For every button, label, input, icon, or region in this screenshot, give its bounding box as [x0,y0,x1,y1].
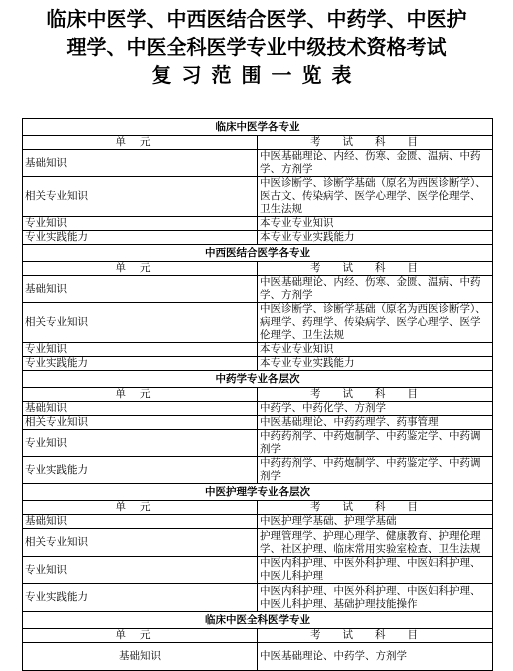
subject-cell: 中医内科护理、中医外科护理、中医妇科护理、中医儿科护理 [258,557,493,584]
table-row [23,430,493,457]
subject-cell: 中医基础理论、中药药理学、药事管理 [258,416,493,430]
doc-title-line-2: 理学、中医全科医学专业中级技术资格考试 [66,35,447,59]
section-title: 临床中医全科医学专业 [23,612,493,629]
subject-cell: 本专业专业实践能力 [258,231,493,245]
table-row [23,529,493,557]
table-row [23,343,493,357]
subject-cell: 中医护理学基础、护理学基础 [258,515,493,529]
subject-cell: 中医诊断学、诊断学基础（原名为西医诊断学）、病理学、药理学、传染病学、医学心理学、医学伦理学、卫生法规 [258,303,493,343]
subject-header: 考试科目 [258,629,493,643]
unit-cell: 专业实践能力 [23,357,258,371]
table-row [23,303,493,343]
table-row [23,150,493,177]
subject-cell: 护理管理学、护理心理学、健康教育、护理伦理学、社区护理、临床常用实验室检查、卫生法规 [258,529,493,557]
unit-cell: 专业知识 [23,217,258,231]
section-heading-row [23,612,493,629]
table-row [23,515,493,529]
table-row [23,231,493,245]
subject-cell: 中医诊断学、诊断学基础（原名为西医诊断学）、医古文、传染病学、医学心理学、医学伦理学、卫生法规 [258,177,493,217]
unit-cell: 基础知识 [23,150,258,177]
unit-cell: 专业实践能力 [23,584,258,612]
section-heading-row [23,245,493,262]
table-row [23,276,493,303]
subject-cell: 本专业专业知识 [258,217,493,231]
unit-cell: 相关专业知识 [23,529,258,557]
section-heading-row [23,484,493,501]
unit-cell: 专业知识 [23,430,258,457]
table-row [23,557,493,584]
subject-cell: 中医内科护理、中医外科护理、中医妇科护理、中医儿科护理、基础护理技能操作 [258,584,493,612]
table-row [23,584,493,612]
unit-header: 单元 [23,136,258,150]
subject-header: 考试科目 [258,501,493,515]
section-heading-row [23,119,493,136]
table-row [23,416,493,430]
unit-cell: 相关专业知识 [23,416,258,430]
syllabus-table [22,118,493,671]
table-row [23,402,493,416]
unit-cell: 基础知识 [23,515,258,529]
unit-header: 单元 [23,388,258,402]
unit-header: 单元 [23,262,258,276]
subject-cell: 中药学、中药化学、方剂学 [258,402,493,416]
column-header-row [23,262,493,276]
section-title: 中医护理学专业各层次 [23,484,493,501]
subject-header: 考试科目 [258,262,493,276]
subject-cell: 中医基础理论、中药学、方剂学 [258,643,493,671]
subject-cell: 中药药剂学、中药炮制学、中药鉴定学、中药调剂学 [258,430,493,457]
unit-cell: 专业知识 [23,343,258,357]
subject-cell: 中药药剂学、中药炮制学、中药鉴定学、中药调剂学 [258,457,493,484]
subject-cell: 本专业专业知识 [258,343,493,357]
doc-title-line-3: 复习范围一览表 [151,63,362,87]
unit-header: 单元 [23,501,258,515]
unit-cell: 专业实践能力 [23,231,258,245]
table-row [23,643,493,671]
subject-cell: 中医基础理论、内经、伤寒、金匮、温病、中药学、方剂学 [258,150,493,177]
column-header-row [23,388,493,402]
table-row [23,457,493,484]
section-title: 中西医结合医学各专业 [23,245,493,262]
column-header-row [23,629,493,643]
unit-cell: 相关专业知识 [23,177,258,217]
column-header-row [23,501,493,515]
table-row [23,217,493,231]
unit-cell: 相关专业知识 [23,303,258,343]
table-row [23,357,493,371]
unit-cell: 专业知识 [23,557,258,584]
section-heading-row [23,371,493,388]
doc-title-line-1: 临床中医学、中西医结合医学、中药学、中医护 [46,7,467,31]
unit-cell: 基础知识 [23,643,258,671]
unit-cell: 基础知识 [23,276,258,303]
subject-header: 考试科目 [258,388,493,402]
table-row [23,177,493,217]
section-title: 中药学专业各层次 [23,371,493,388]
unit-header: 单元 [23,629,258,643]
subject-cell: 中医基础理论、内经、伤寒、金匮、温病、中药学、方剂学 [258,276,493,303]
column-header-row [23,136,493,150]
unit-cell: 专业实践能力 [23,457,258,484]
section-title: 临床中医学各专业 [23,119,493,136]
subject-cell: 本专业专业实践能力 [258,357,493,371]
unit-cell: 基础知识 [23,402,258,416]
subject-header: 考试科目 [258,136,493,150]
